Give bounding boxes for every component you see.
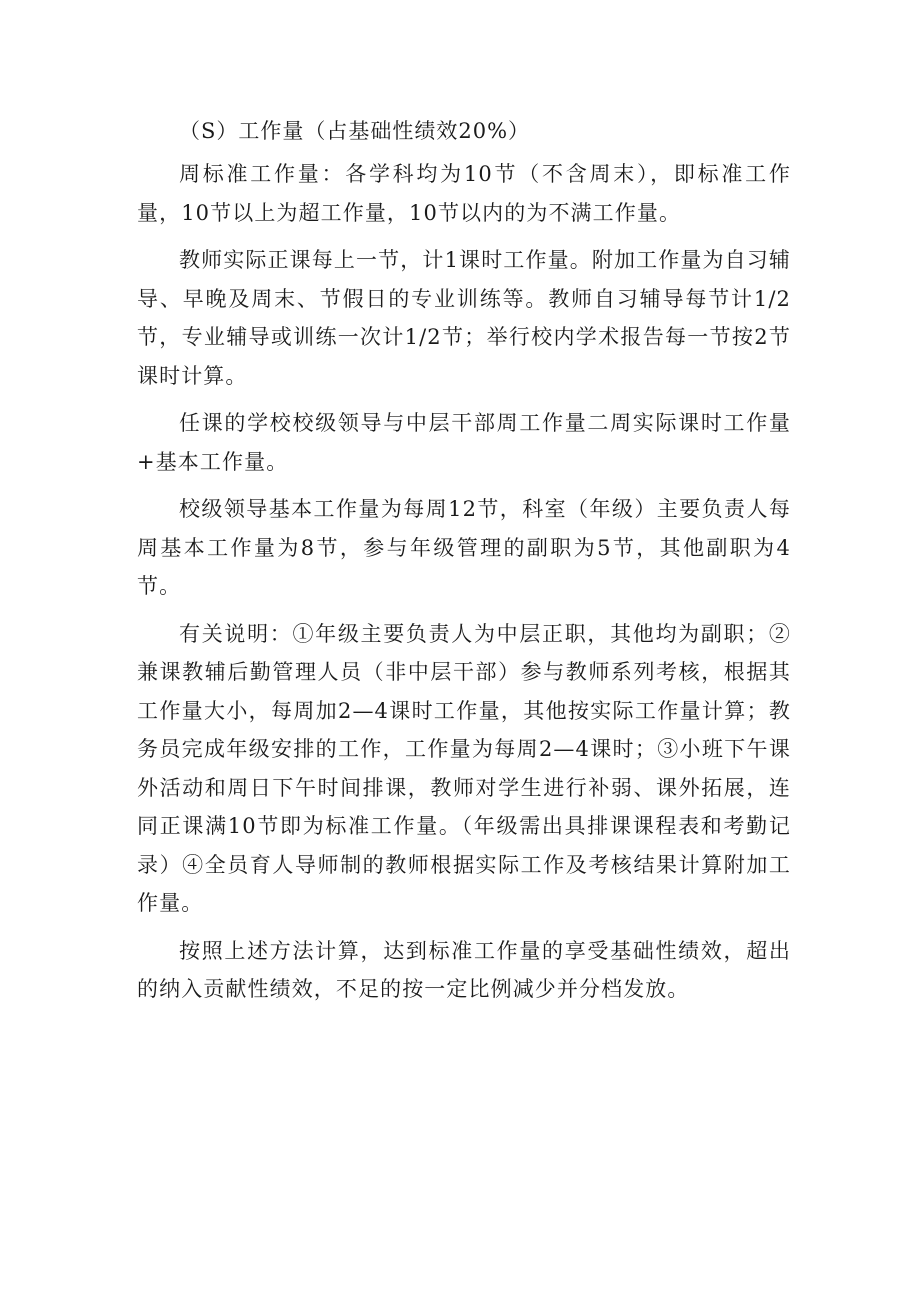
paragraph-calculation: 按照上述方法计算，达到标准工作量的享受基础性绩效，超出的纳入贡献性绩效，不足的按一定比例减少并分档发放。 bbox=[137, 938, 791, 1001]
paragraph-weekly-standard: 周标准工作量：各学科均为10节（不含周末），即标准工作量，10节以上为超工作量，10节以内的为不满工作量。 bbox=[137, 162, 791, 225]
section-heading: （S）工作量（占基础性绩效20%） bbox=[179, 119, 531, 143]
paragraph-leader-workload: 任课的学校校级领导与中层干部周工作量二周实际课时工作量+基本工作量。 bbox=[137, 411, 791, 474]
paragraph-class-hours: 教师实际正课每上一节，计1课时工作量。附加工作量为自习辅导、早晚及周末、节假日的专业训练等。教师自习辅导每节计1/2节，专业辅导或训练一次计1/2节；举行校内学术报告每一节按2节课时计算。 bbox=[137, 248, 791, 388]
paragraph-notes: 有关说明：①年级主要负责人为中层正职，其他均为副职；②兼课教辅后勤管理人员（非中层干部）参与教师系列考核，根据其工作量大小，每周加2—4课时工作量，其他按实际工作量计算；教务员完成年级安排的工作，工作量为每周2—4课时；③小班下午课外活动和周日下午时间排课，教师对学生进行补弱、课外拓展，连同正课满10节即为标准工作量。（年级需出具排课课程表和考勤记录）④全员育人导师制的教师根据实际工作及考核结果计算附加工作量。 bbox=[137, 621, 791, 915]
paragraph-basic-workload: 校级领导基本工作量为每周12节，科室（年级）主要负责人每周基本工作量为8节，参与年级管理的副职为5节，其他副职为4节。 bbox=[137, 497, 791, 598]
document-body bbox=[137, 112, 791, 1018]
